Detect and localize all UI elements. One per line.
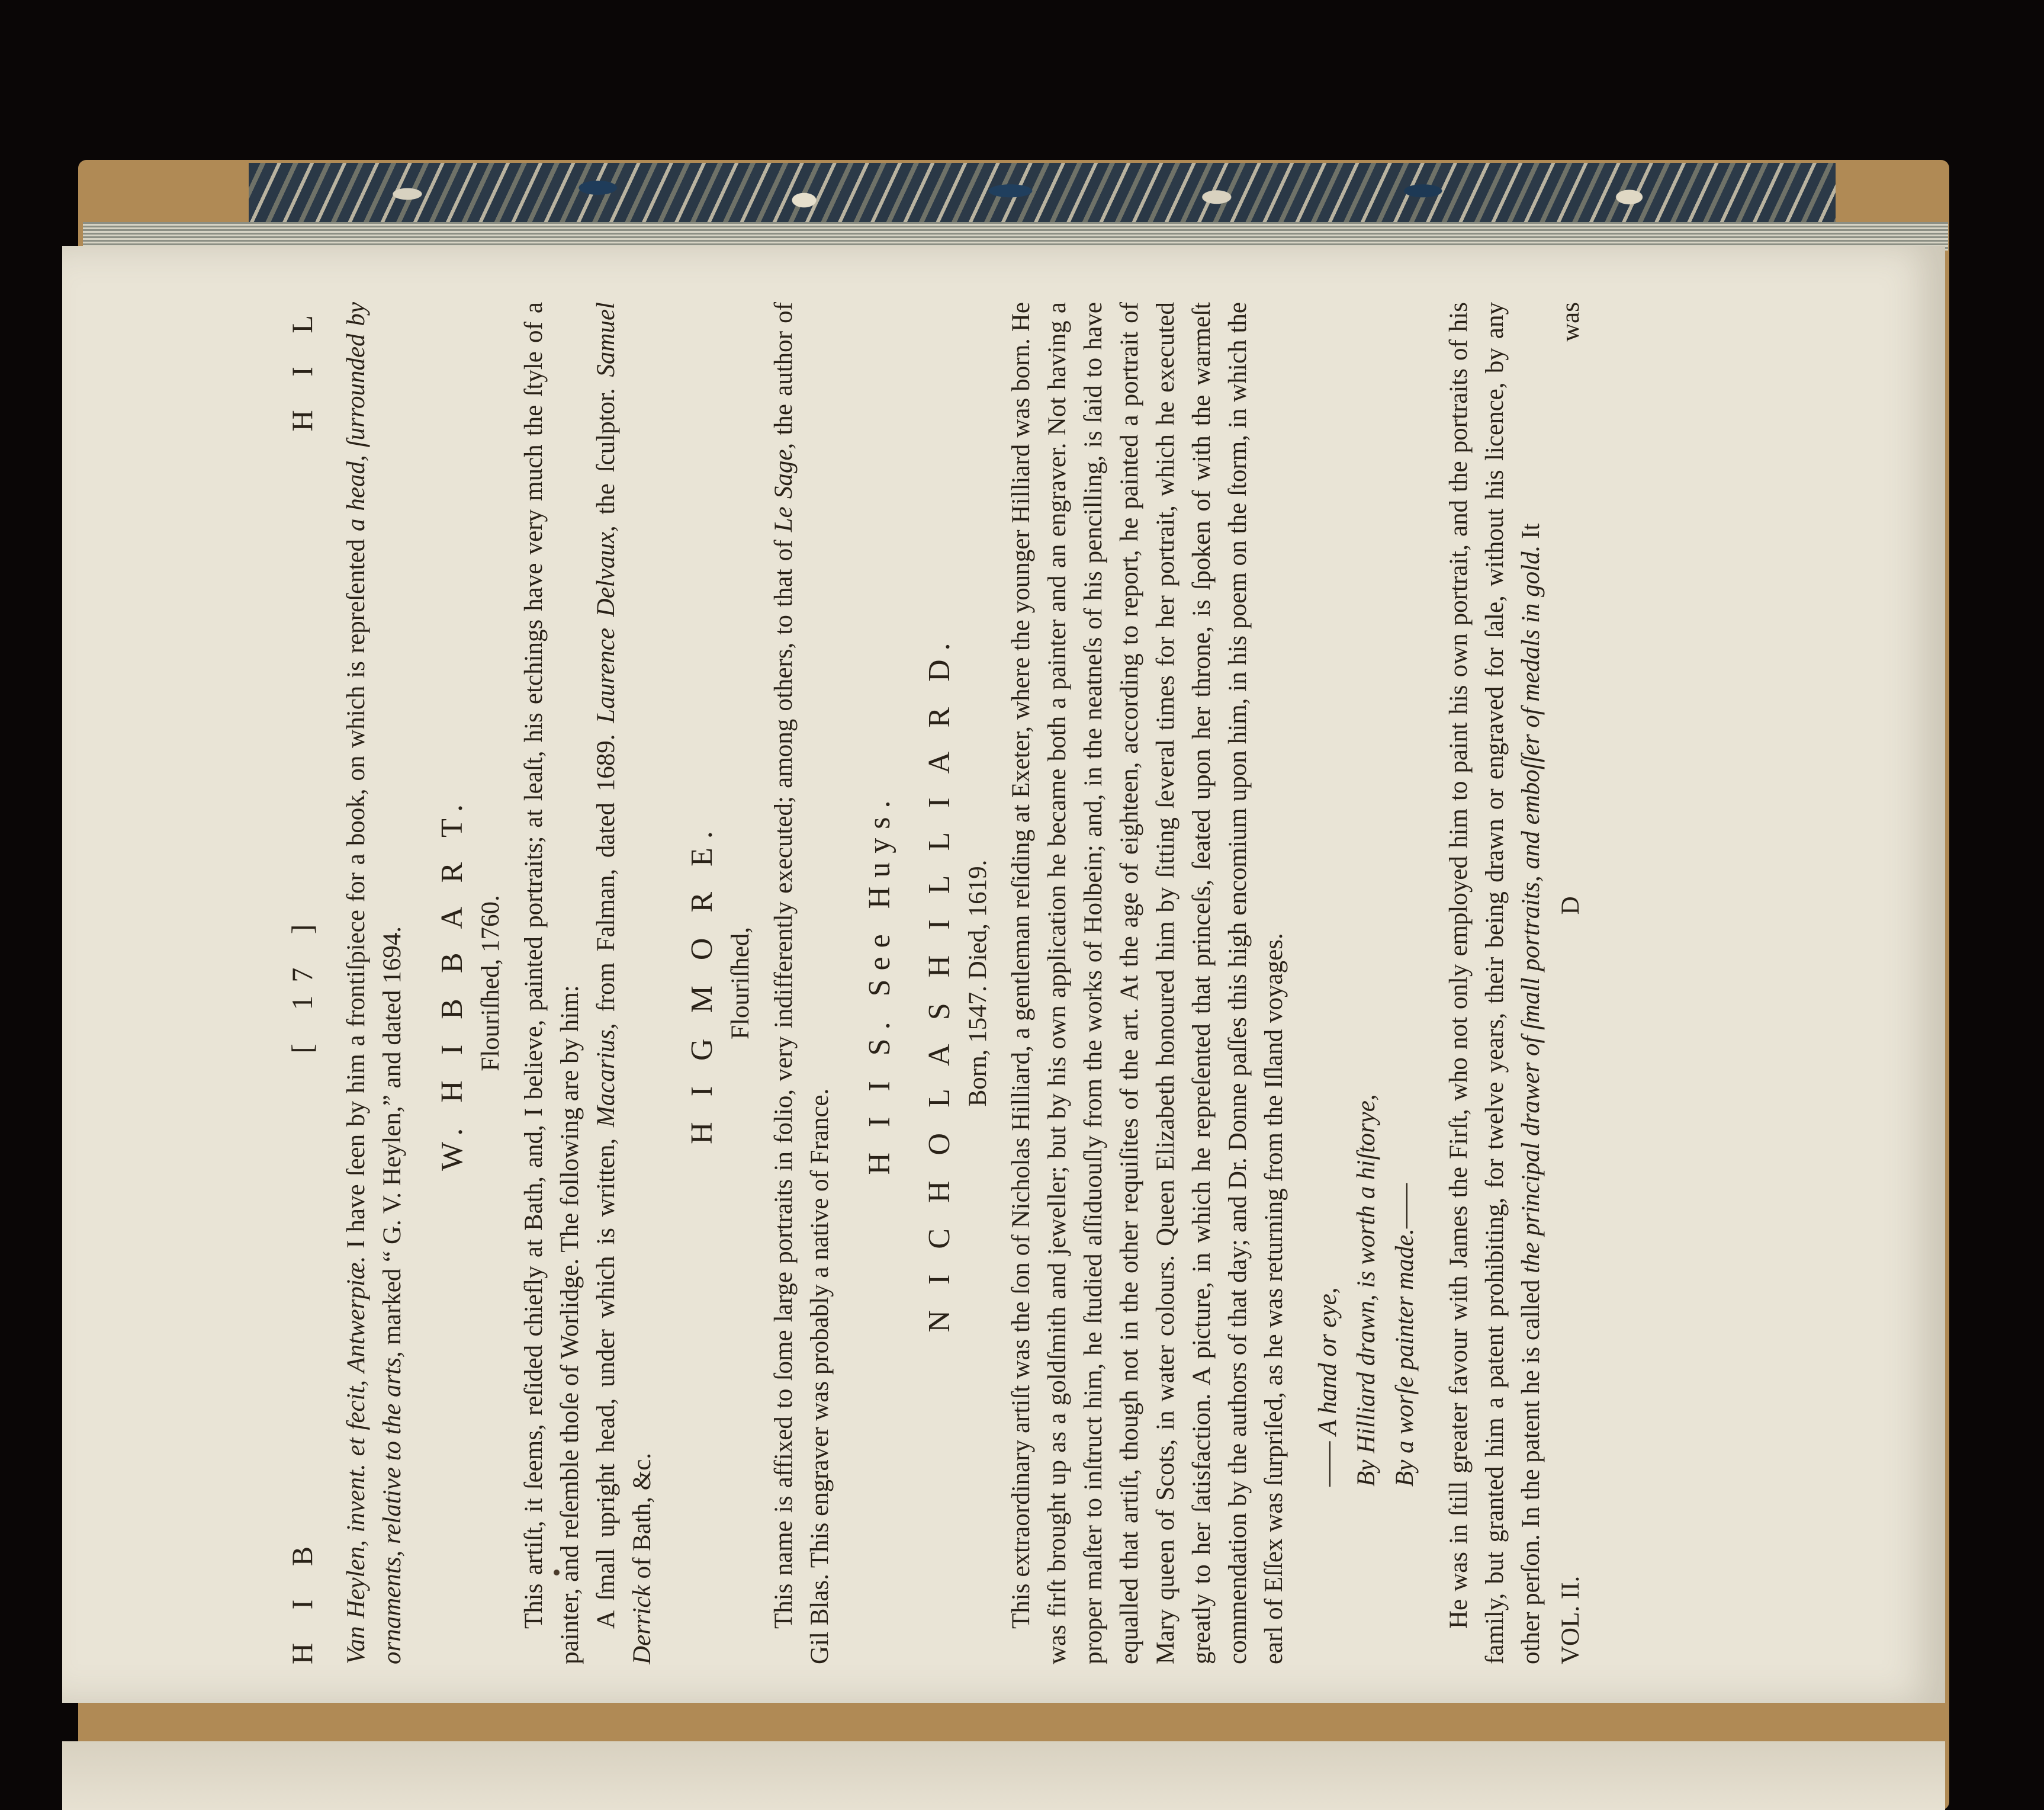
hibbart-p2-b: Macarius, [592,1023,620,1128]
hibbart-p2-c: from Falman, dated 1689. [592,723,620,1023]
page-text [284,302,1824,1664]
entry-title-hilliard: N I C H O L A S H I L L I A R D. [923,634,956,1333]
hibbart-paragraph-1: This artiſt, it ſeems, reſided chiefly at Bath, and, I believe, painted portraits; at leaſt, his etchings have very much the ſtyle of a painter, and reſemble thoſe of Worlidge. The following are by him: [520,302,584,1664]
hilliard-p2-c: It [1517,523,1545,545]
entry-title-hibbart: W. H I B B A R T. [435,795,469,1172]
hibbart-p2-f: Samuel Derrick [592,302,656,1664]
hilliard-p2-a: He was in ſtill greater favour with James the Firſt, who not only employed him to paint his own portrait, and the portraits of his family, but granted him a patent prohibiting, for twelve years, their being drawn or engraved for ſale, without his licence, by any other perſon. In the patent he is called [1445,302,1545,1664]
verse-line-3: By a worſe painter made.—— [1391,1183,1419,1487]
signature-mark: D [1557,896,1585,915]
volume-label: VOL. II. [1557,1575,1585,1664]
entry-subtitle-higmore: Flouriſhed, [727,927,754,1039]
hibbart-p2-e: the ſculptor. [592,377,620,526]
running-header [284,302,320,1664]
header-left: H I B [285,1533,319,1664]
hibbart-p2-a: A ſmall upright head, under which is written, [592,1127,620,1629]
higmore-p-c: the author of Gil Blas. This engraver was probably a native of France. [770,301,834,1664]
folio-number: [ 17 ] [285,911,319,1054]
higmore-paragraph [766,302,838,1664]
hilliard-paragraph-2 [1441,302,1549,1664]
hilliard-paragraph-1: This extraordinary artiſt was the ſon of Nicholas Hilliard, a gentleman reſiding at Exeter, where the younger Hilliard was born. He was firſt brought up as a goldſmith and jeweller; but by his own application he became both a painter and an engraver. Not having a proper maſter to inſtruct him, he ſtudied aſſiduouſly from the works of Holbein; and, in the neatneſs of his pencilling, is ſaid to have equalled that artiſt, though not in the other requiſites of the art. At the age of eighteen, according to report, he painted a portrait of Mary queen of Scots, in water colours. Queen Elizabeth honoured him by ſitting ſeveral times for her portrait, which he executed greatly to her ſatisfaction. A picture, in which he repreſented that princeſs, ſeated upon her throne, is ſpoken of with the warmeſt commendation by the authors of that day; and Dr. Donne paſſes this high encomium upon him, in his poem on the ſtorm, in which the earl of Eſſex was ſurpriſed, as he was returning from the Iſland voyages. [1007,302,1288,1664]
hibbart-p2-d: Laurence Delvaux, [592,525,620,723]
catchword: was [1557,302,1585,342]
facing-page [62,1741,1945,1810]
higmore-p-a: This name is affixed to ſome large portraits in folio, very indifferently executed; among others, to that of [770,532,798,1629]
hibbart-p2-g: of Bath, &c. [628,1452,656,1586]
verse-line-1: —— A hand or eye, [1314,1287,1342,1487]
intro-seg-1: I have ſeen by him a frontiſpiece for a book, on which is repreſented [342,531,370,1256]
intro-paragraph [338,302,410,1664]
header-right: H I L [285,302,319,432]
intro-seg-0: Van Heylen, invent. et fecit, Antwerpiæ. [342,1256,370,1664]
intro-seg-3: marked “ G. V. Heylen,” and dated 1694. [378,926,406,1352]
hilliard-p2-b: the principal drawer of ſmall portraits, and emboſſer of medals in gold. [1517,545,1545,1273]
verse-line-2: By Hilliard drawn, is worth a hiſtorye, [1352,1094,1380,1487]
entry-title-higmore: H I G M O R E. [685,822,719,1144]
entry-subtitle-hibbart: Flouriſhed, 1760. [477,895,504,1071]
page-footer [1553,302,1589,1664]
entry-title-hiis: H I I S. See Huys. [863,791,896,1175]
intro-seg-2: a head, ſurrounded by ornaments, relative to the arts, [342,302,406,1664]
hibbart-paragraph-2 [588,302,660,1664]
higmore-p-b: Le Sage, [770,442,798,532]
marbled-endpaper [249,163,1836,225]
entry-subtitle-hilliard: Born, 1547. Died, 1619. [964,859,992,1107]
